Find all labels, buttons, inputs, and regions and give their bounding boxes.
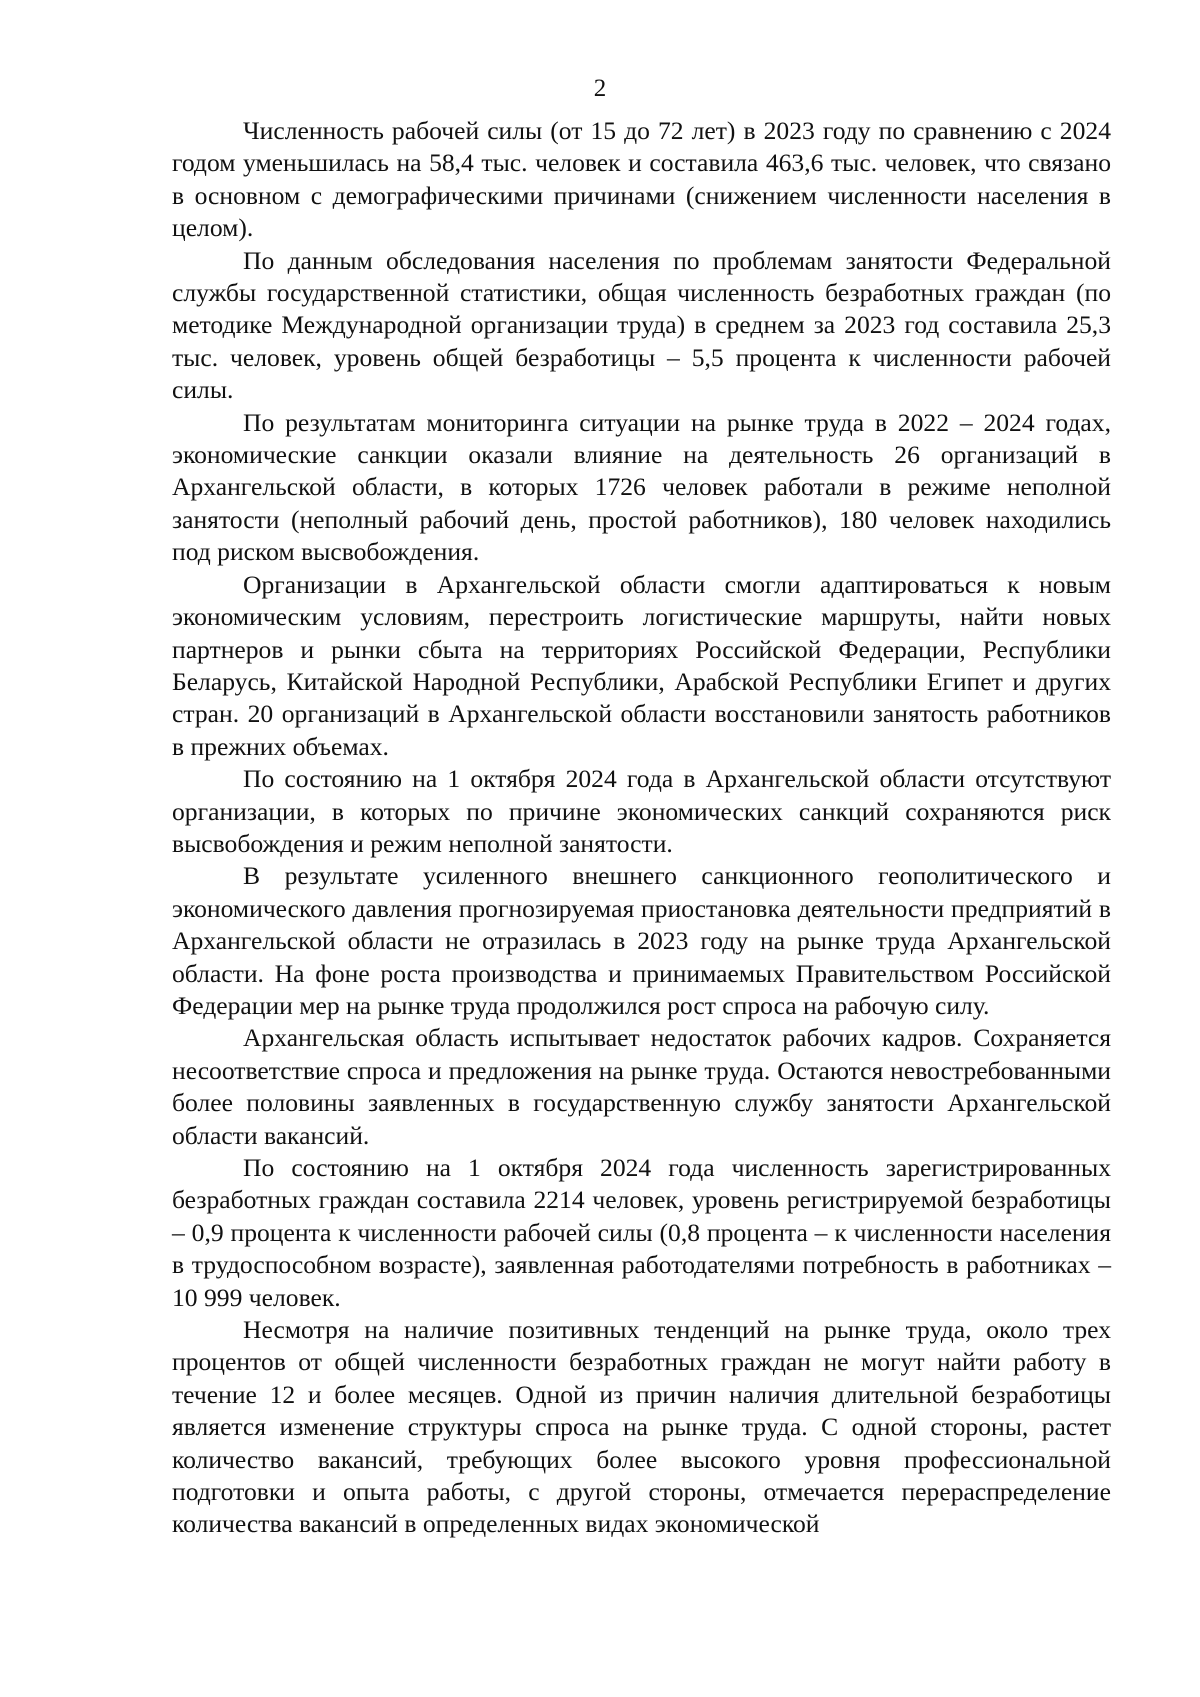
paragraph-registered-unemployed: По состоянию на 1 октября 2024 года численность зарегистрированных безработных граждан составила 2214 человек, уровень регистрируемой безработицы – 0,9 процента к численности рабочей силы (0,8 процента – к численности населения в трудоспособном возрасте), заявленная работодателями потребность в работниках – 10 999 человек.: [172, 1153, 1111, 1312]
paragraph-october-status: По состоянию на 1 октября 2024 года в Архангельской области отсутствуют организации, в которых по причине экономических санкций сохраняются риск высвобождения и режим неполной занятости.: [172, 764, 1111, 858]
paragraph-workforce-shortage: Архангельская область испытывает недостаток рабочих кадров. Сохраняется несоответствие спроса и предложения на рынке труда. Остаются невостребованными более половины заявленных в государственную службу занятости Архангельской области вакансий.: [172, 1023, 1111, 1150]
paragraph-unemployment-survey: По данным обследования населения по проблемам занятости Федеральной службы государственной статистики, общая численность безработных граждан (по методике Международной организации труда) в среднем за 2023 год составила 25,3 тыс. человек, уровень общей безработицы – 5,5 процента к численности рабочей силы.: [172, 245, 1111, 405]
paragraph-labor-force: Численность рабочей силы (от 15 до 72 лет) в 2023 году по сравнению с 2024 годом уменьшилась на 58,4 тыс. человек и составила 463,6 тыс. человек, что связано в основном с демографическими причинами (снижением численности населения в целом).: [172, 116, 1111, 243]
page-number: 2: [593, 75, 607, 102]
paragraph-long-term-unemployment: Несмотря на наличие позитивных тенденций на рынке труда, около трех процентов от общей численности безработных граждан не могут найти работу в течение 12 и более месяцев. Одной из причин наличия длительной безработицы является изменение структуры спроса на рынке труда. С одной стороны, растет количество вакансий, требующих более высокого уровня профессиональной подготовки и опыта работы, с другой стороны, отмечается перераспределение количества вакансий в определенных видах экономической: [172, 1315, 1111, 1539]
document-body: [172, 115, 1111, 1541]
paragraph-sanctions-pressure: В результате усиленного внешнего санкционного геополитического и экономического давления прогнозируемая приостановка деятельности предприятий в Архангельской области не отразилась в 2023 году на рынке труда Архангельской области. На фоне роста производства и принимаемых Правительством Российской Федерации мер на рынке труда продолжился рост спроса на рабочую силу.: [172, 861, 1111, 1020]
paragraph-monitoring-results: По результатам мониторинга ситуации на рынке труда в 2022 – 2024 годах, экономические санкции оказали влияние на деятельность 26 организаций в Архангельской области, в которых 1726 человек работали в режиме неполной занятости (неполный рабочий день, простой работников), 180 человек находились под риском высвобождения.: [172, 407, 1111, 567]
paragraph-organizations-adaptation: Организации в Архангельской области смогли адаптироваться к новым экономическим условиям, перестроить логистические маршруты, найти новых партнеров и рынки сбыта на территориях Российской Федерации, Республики Беларусь, Китайской Народной Республики, Арабской Республики Египет и других стран. 20 организаций в Архангельской области восстановили занятость работников в прежних объемах.: [172, 569, 1111, 761]
